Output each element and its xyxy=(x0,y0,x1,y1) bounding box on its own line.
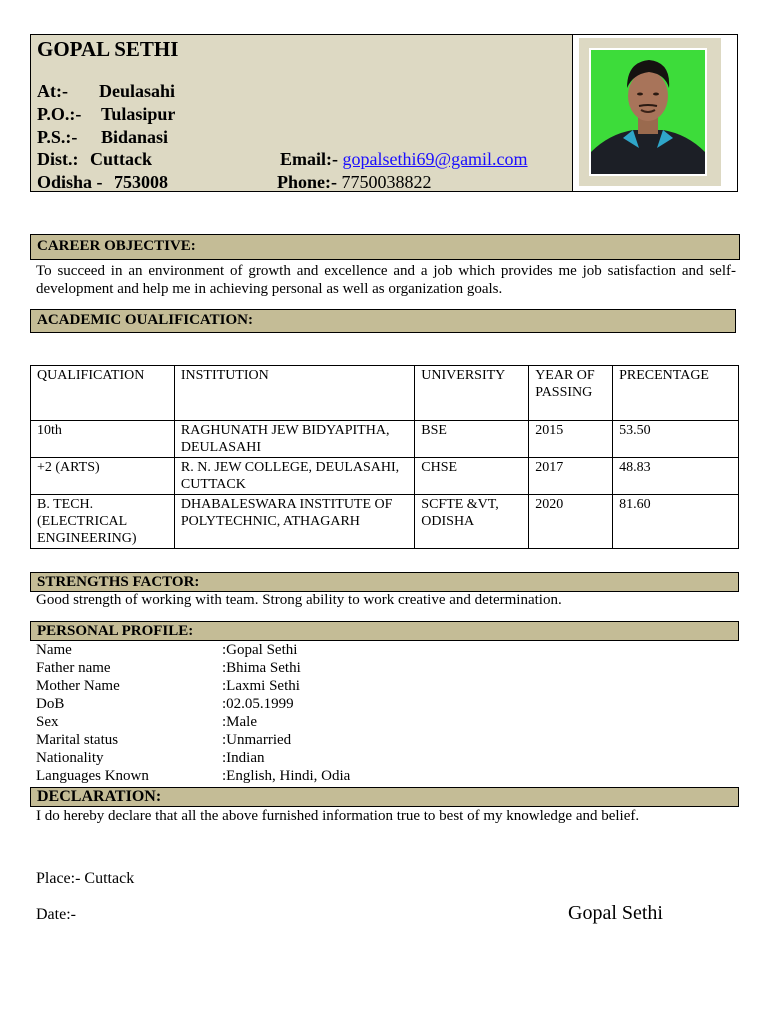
photo-cell xyxy=(573,35,737,191)
profile-label: Languages Known xyxy=(36,768,149,784)
profile-label: Marital status xyxy=(36,732,119,748)
table-header-row xyxy=(31,366,739,421)
table-cell: RAGHUNATH JEW BIDYAPITHA, DEULASAHI xyxy=(174,421,414,458)
profile-label: Name xyxy=(36,642,72,658)
place-line: Place:- Cuttack xyxy=(36,870,135,887)
table-header-cell: INSTITUTION xyxy=(174,366,414,421)
profile-value: :02.05.1999 xyxy=(222,696,294,712)
profile-label: Father name xyxy=(36,660,111,676)
resume-header xyxy=(30,34,738,192)
qualification-table xyxy=(30,365,739,549)
table-row xyxy=(31,458,739,495)
phone-row: Phone:- 7750038822 xyxy=(277,172,432,192)
profile-value: :English, Hindi, Odia xyxy=(222,768,351,784)
table-cell: 53.50 xyxy=(613,421,739,458)
table-cell: 2017 xyxy=(529,458,613,495)
table-cell: B. TECH. (ELECTRICAL ENGINEERING) xyxy=(31,495,175,549)
table-header-cell: QUALIFICATION xyxy=(31,366,175,421)
profile-photo xyxy=(589,48,707,176)
career-objective-text: To succeed in an environment of growth and excellence and a job which provides me job satisfaction and self-development and help me in achieving personal as well as organization goals. xyxy=(36,263,736,297)
profile-label: Mother Name xyxy=(36,678,120,694)
table-cell: R. N. JEW COLLEGE, DEULASAHI, CUTTACK xyxy=(174,458,414,495)
address-line-po: P.O.:- Tulasipur xyxy=(37,104,176,124)
personal-profile-heading: PERSONAL PROFILE: xyxy=(30,621,739,641)
profile-label: Nationality xyxy=(36,750,104,766)
profile-value: :Unmarried xyxy=(222,732,292,748)
declaration-heading: DECLARATION: xyxy=(30,787,739,807)
signature-name: Gopal Sethi xyxy=(568,902,663,924)
header-contact-panel xyxy=(31,35,573,191)
career-objective-heading: CAREER OBJECTIVE: xyxy=(30,234,740,260)
address-line-ps: P.S.:- Bidanasi xyxy=(37,127,169,147)
table-cell: +2 (ARTS) xyxy=(31,458,175,495)
table-row xyxy=(31,421,739,458)
profile-value: :Gopal Sethi xyxy=(222,642,298,658)
phone-number: 7750038822 xyxy=(341,172,432,192)
table-cell: 2020 xyxy=(529,495,613,549)
profile-value: :Male xyxy=(222,714,257,730)
table-row xyxy=(31,495,739,549)
address-line-dist: Dist.: Cuttack xyxy=(37,149,152,169)
email-row: Email:- gopalsethi69@gamil.com xyxy=(280,149,528,169)
table-cell: 2015 xyxy=(529,421,613,458)
email-link[interactable]: gopalsethi69@gamil.com xyxy=(342,149,528,169)
table-cell: DHABALESWARA INSTITUTE OF POLYTECHNIC, ATHAGARH xyxy=(174,495,414,549)
photo-frame xyxy=(579,38,721,186)
table-cell: 10th xyxy=(31,421,175,458)
profile-value: :Bhima Sethi xyxy=(222,660,301,676)
profile-value: :Laxmi Sethi xyxy=(222,678,300,694)
profile-value: :Indian xyxy=(222,750,265,766)
strengths-text: Good strength of working with team. Strong ability to work creative and determination. xyxy=(36,592,562,608)
date-line: Date:- xyxy=(36,906,76,923)
table-cell: CHSE xyxy=(415,458,529,495)
table-cell: 48.83 xyxy=(613,458,739,495)
declaration-text: I do hereby declare that all the above furnished information true to best of my knowledge and belief. xyxy=(36,808,640,824)
address-line-at: At:- Deulasahi xyxy=(37,81,176,101)
table-cell: BSE xyxy=(415,421,529,458)
profile-label: DoB xyxy=(36,696,65,712)
academic-heading: ACADEMIC OUALIFICATION: xyxy=(30,309,736,333)
strengths-heading: STRENGTHS FACTOR: xyxy=(30,572,739,592)
table-cell: SCFTE &VT, ODISHA xyxy=(415,495,529,549)
table-cell: 81.60 xyxy=(613,495,739,549)
address-line-state: Odisha - 753008 xyxy=(37,172,168,192)
table-header-cell: PRECENTAGE xyxy=(613,366,739,421)
table-header-cell: YEAR OF PASSING xyxy=(529,366,613,421)
profile-label: Sex xyxy=(36,714,59,730)
table-header-cell: UNIVERSITY xyxy=(415,366,529,421)
candidate-name: GOPAL SETHI xyxy=(37,37,179,61)
